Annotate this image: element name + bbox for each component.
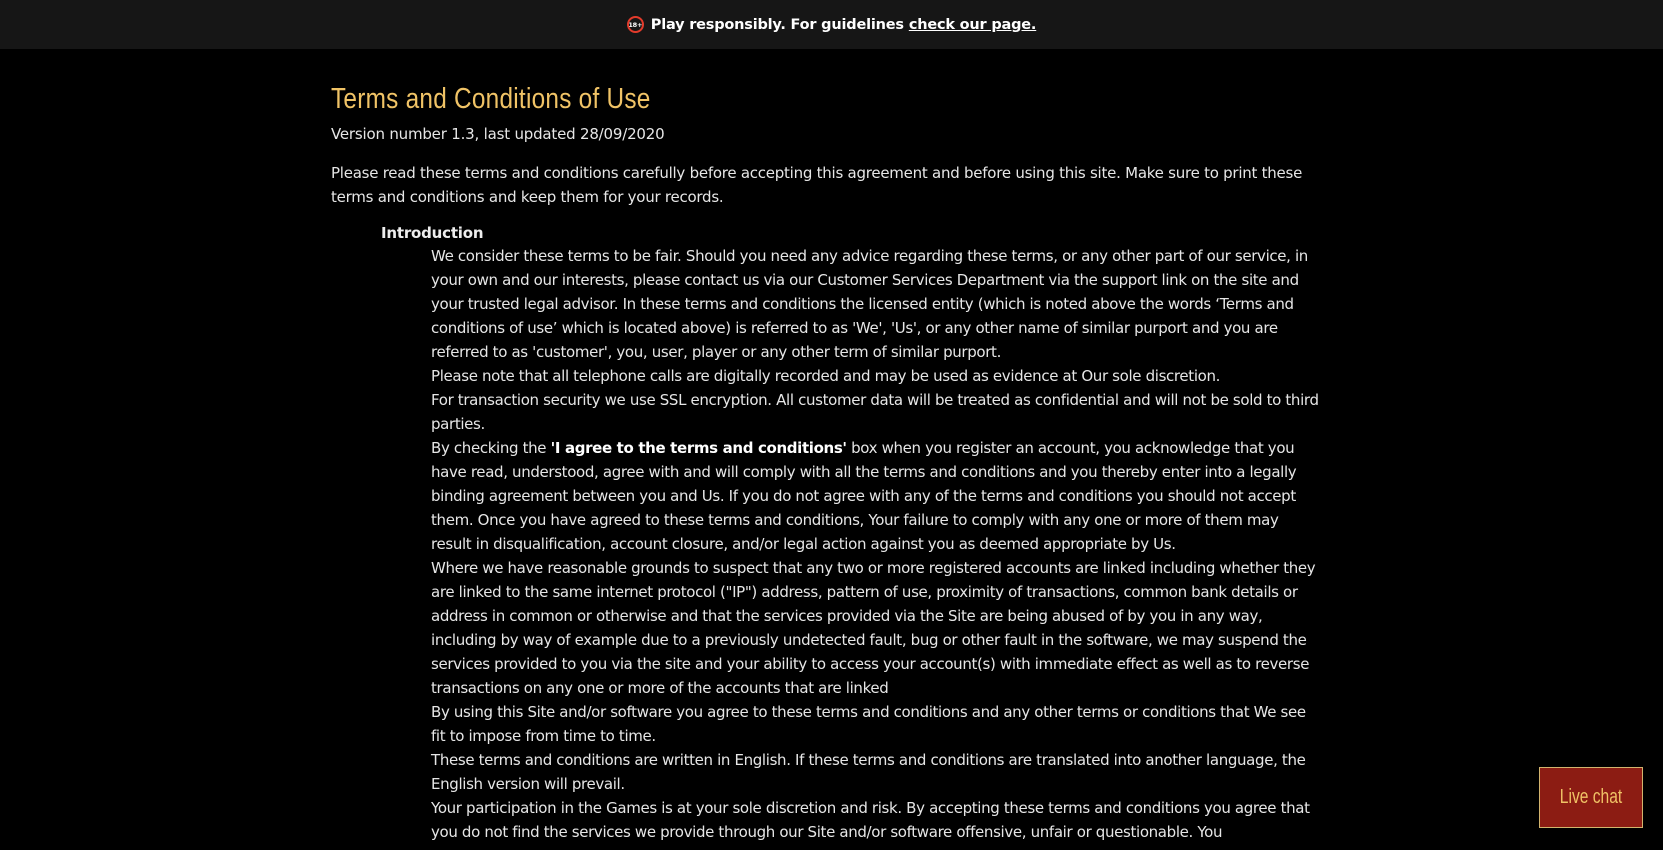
clause-ssl-encryption: For transaction security we use SSL encryption. All customer data will be treated as confidential and will not be sold to third parties. bbox=[431, 391, 1319, 433]
clause-language: These terms and conditions are written in English. If these terms and conditions are translated into another language, the English version will prevail. bbox=[431, 751, 1306, 793]
section-heading: Introduction bbox=[381, 224, 484, 242]
responsible-gaming-banner bbox=[0, 0, 1663, 49]
agree-checkbox-label: 'I agree to the terms and conditions' bbox=[550, 439, 847, 457]
page-title: Terms and Conditions of Use bbox=[331, 83, 651, 115]
clause-telephone-recording: Please note that all telephone calls are digitally recorded and may be used as evidence at Our sole discretion. bbox=[431, 367, 1221, 385]
live-chat-button[interactable] bbox=[1539, 767, 1643, 828]
age-18-icon: 18+ bbox=[627, 16, 644, 33]
terms-content bbox=[331, 76, 1341, 844]
intro-paragraph: Please read these terms and conditions carefully before accepting this agreement and before using this site. Make sure to print these terms and conditions and keep them for your records. bbox=[331, 164, 1303, 206]
clause-list bbox=[431, 244, 1319, 844]
clause-participation: Your participation in the Games is at your sole discretion and risk. By accepting these terms and conditions you agree that you do not find the services we provide through our Site and/or software offensive, unfair or questionable. You bbox=[431, 799, 1310, 841]
live-chat-label: Live chat bbox=[1559, 786, 1623, 808]
clause-agreement bbox=[431, 436, 1319, 556]
agree-prefix: By checking the bbox=[431, 439, 551, 457]
banner-message: Play responsibly. For guidelines bbox=[650, 16, 904, 33]
agree-suffix: box when you register an account, you acknowledge that you have read, understood, agree with and will comply with all the terms and conditions and you thereby enter into a legally binding agreement between you and Us. If you do not agree with any of the terms and conditions you should not accept them. Once you have agreed to these terms and conditions, Your failure to comply with any one or more of them may result in disqualification, account closure, and/or legal action against you as deemed appropriate by Us. bbox=[431, 439, 1297, 553]
introduction-section bbox=[381, 222, 1341, 844]
clause-fair-terms: We consider these terms to be fair. Should you need any advice regarding these terms, or any other part of our service, in your own and our interests, please contact us via our Customer Services Department via the support link on the site and your trusted legal advisor. In these terms and conditions the licensed entity (which is noted above the words ‘Terms and conditions of use’ which is located above) is referred to as 'We', 'Us', or any other name of similar purport and you are referred to as 'customer', you, user, player or any other term of similar purport. bbox=[431, 247, 1308, 361]
clause-linked-accounts: Where we have reasonable grounds to suspect that any two or more registered accounts are linked including whether they are linked to the same internet protocol ("IP") address, pattern of use, proximity of transactions, common bank details or address in common or otherwise and that the services provided via the Site are being abused of by you in any way, including by way of example due to a previously undetected fault, bug or other fault in the software, we may suspend the services provided to you via the site and your ability to access your account(s) with immediate effect as well as to reverse transactions on any one or more of the accounts that are linked bbox=[431, 559, 1316, 697]
version-info: Version number 1.3, last updated 28/09/2020 bbox=[331, 125, 665, 143]
guidelines-link[interactable]: check our page. bbox=[908, 16, 1037, 33]
clause-site-usage: By using this Site and/or software you agree to these terms and conditions and any other terms or conditions that We see fit to impose from time to time. bbox=[431, 703, 1306, 745]
